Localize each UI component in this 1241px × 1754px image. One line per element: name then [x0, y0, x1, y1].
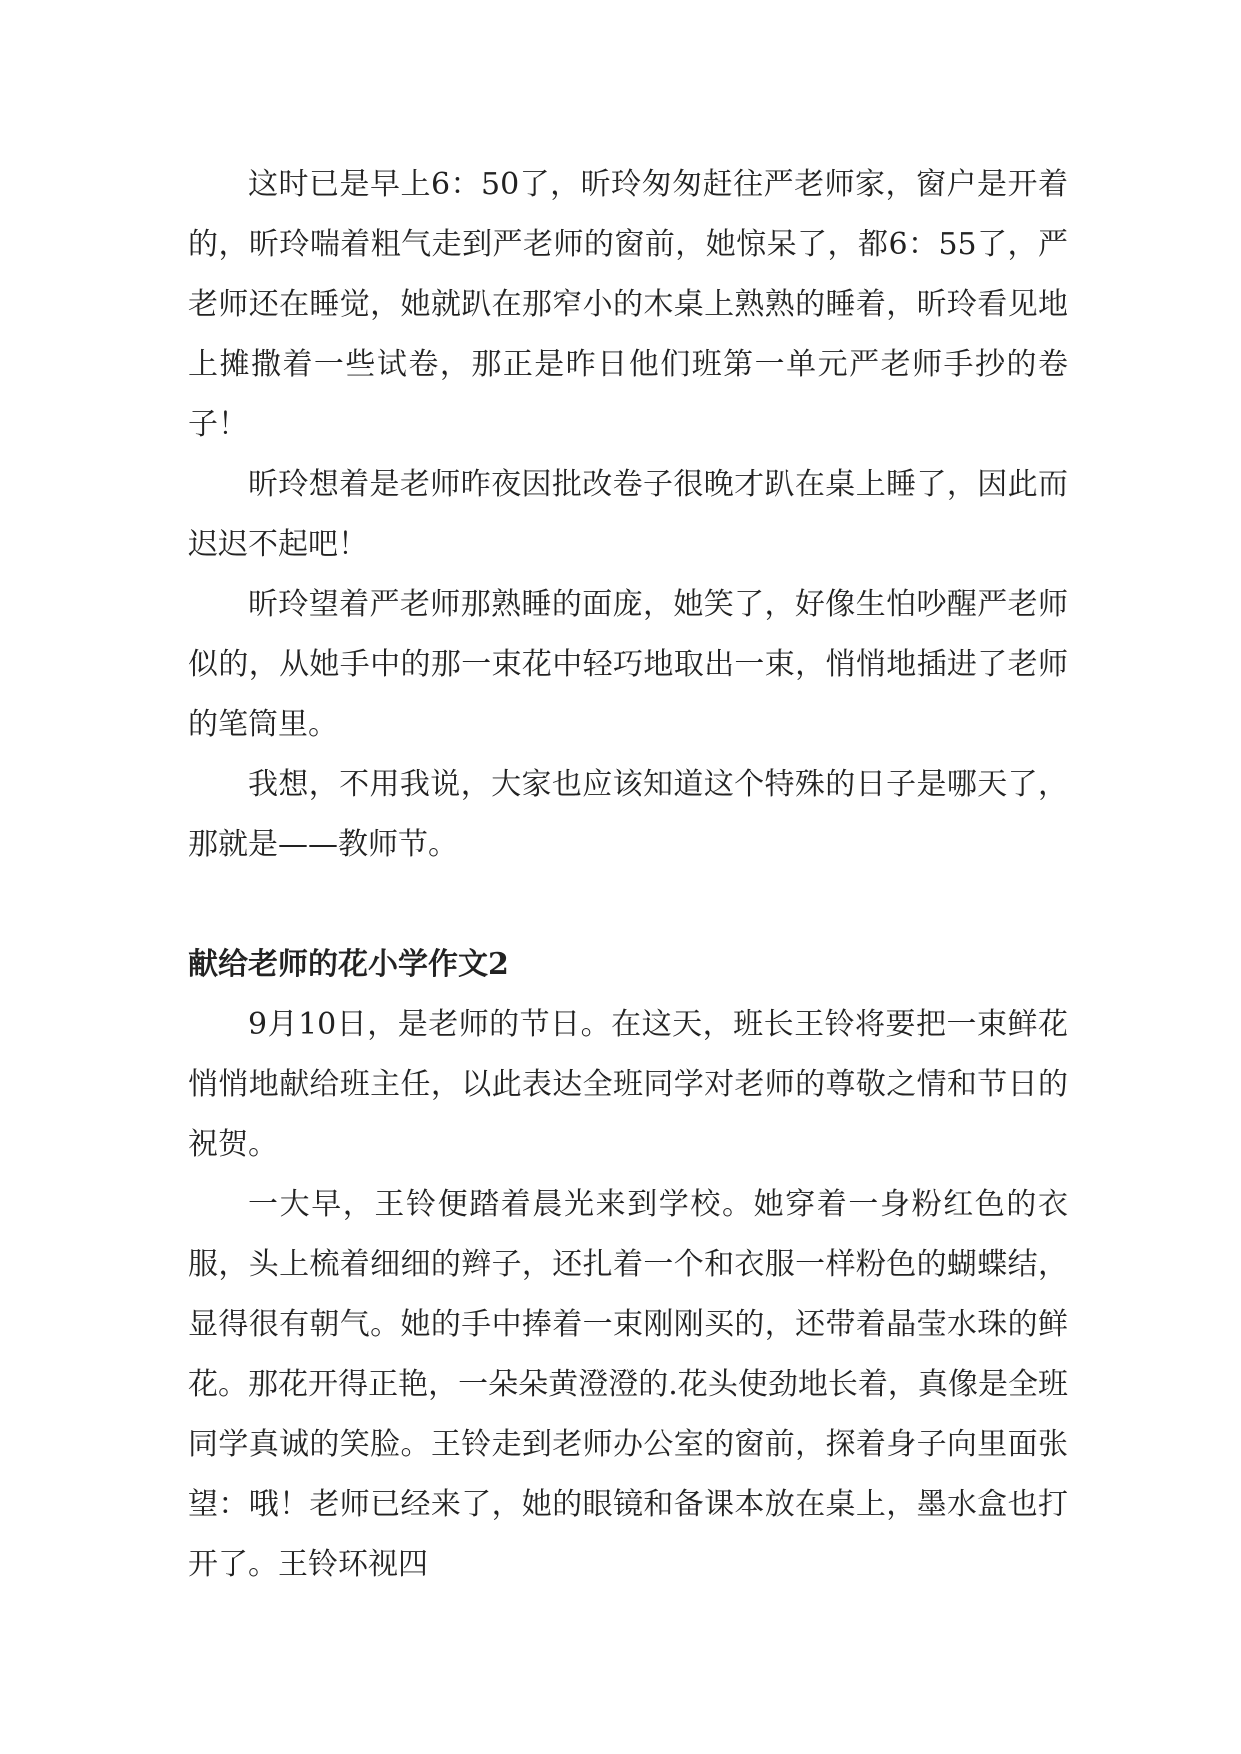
- document-body: [188, 155, 1068, 1595]
- paragraph: 我想，不用我说，大家也应该知道这个特殊的日子是哪天了，那就是——教师节。: [188, 767, 1068, 862]
- section-spacer: [188, 875, 1068, 935]
- paragraph: 9月10日，是老师的节日。在这天，班长王铃将要把一束鲜花悄悄地献给班主任，以此表达全班同学对老师的尊敬之情和节日的祝贺。: [188, 1007, 1068, 1162]
- section-title: 献给老师的花小学作文2: [188, 947, 509, 982]
- paragraph: 昕玲望着严老师那熟睡的面庞，她笑了，好像生怕吵醒严老师似的，从她手中的那一束花中轻巧地取出一束，悄悄地插进了老师的笔筒里。: [188, 587, 1068, 742]
- paragraph: 一大早，王铃便踏着晨光来到学校。她穿着一身粉红色的衣服，头上梳着细细的辫子，还扎着一个和衣服一样粉色的蝴蝶结，显得很有朝气。她的手中捧着一束刚刚买的，还带着晶莹水珠的鲜花。那花开得正艳，一朵朵黄澄澄的.花头使劲地长着，真像是全班同学真诚的笑脸。王铃走到老师办公室的窗前，探着身子向里面张望：哦！老师已经来了，她的眼镜和备课本放在桌上，墨水盒也打开了。王铃环视四: [188, 1187, 1068, 1582]
- paragraph: 昕玲想着是老师昨夜因批改卷子很晚才趴在桌上睡了，因此而迟迟不起吧！: [188, 467, 1068, 562]
- paragraph: 这时已是早上6：50了，昕玲匆匆赶往严老师家，窗户是开着的，昕玲喘着粗气走到严老师的窗前，她惊呆了，都6：55了，严老师还在睡觉，她就趴在那窄小的木桌上熟熟的睡着，昕玲看见地上摊撒着一些试卷，那正是昨日他们班第一单元严老师手抄的卷子！: [188, 167, 1068, 442]
